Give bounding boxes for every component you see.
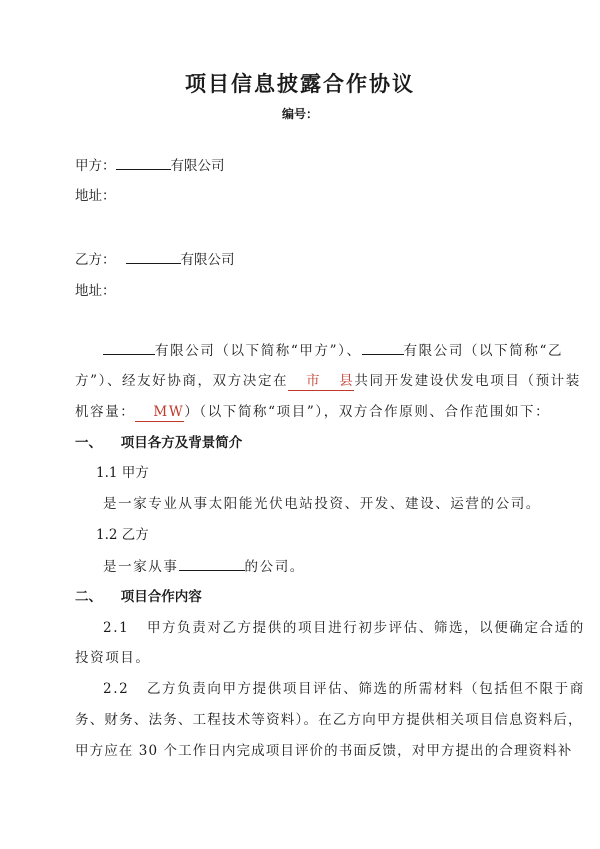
intro-line-1-part-a: 有限公司（以下简称“甲方”）、: [155, 343, 362, 359]
intro-line-2-part-a: 方”）、经友好协商，双方决定在: [75, 373, 289, 389]
section-2-heading: 二、 项目合作内容: [75, 589, 202, 605]
intro-capacity-mw: MW: [135, 403, 184, 422]
party-a-line: [75, 156, 225, 175]
section-1-1-text: 是一家专业从事太阳能光伏电站投资、开发、建设、运营的公司。: [103, 496, 541, 512]
section-2-1-line-2: 投资项目。: [75, 650, 151, 666]
intro-county: 县: [335, 372, 354, 391]
party-b-line: [75, 250, 235, 269]
intro-line-3-part-b: ）（以下简称“项目”），双方合作原则、合作范围如下：: [184, 404, 551, 420]
intro-party-a-blank: [103, 341, 155, 355]
section-1-2-title: 1.2 乙方: [96, 527, 149, 543]
section-1-2-text-b: 的公司。: [244, 559, 305, 575]
intro-line-1-part-b: 有限公司（以下简称“乙: [403, 343, 564, 359]
section-1-2-business-blank: [179, 557, 245, 571]
section-1-heading: 一、 项目各方及背景简介: [75, 435, 243, 451]
section-2-2-line-2: 务、财务、法务、工程技术等资料）。在乙方向甲方提供相关项目信息资料后，: [75, 712, 583, 728]
section-2-1-line-1: 2.1 甲方负责对乙方提供的项目进行初步评估、筛选，以便确定合适的: [103, 620, 585, 636]
section-1-2-text-a: 是一家从事: [103, 559, 179, 575]
intro-party-b-blank: [362, 341, 404, 355]
party-a-name-suffix: 有限公司: [170, 158, 225, 174]
document-title: 项目信息披露合作协议: [185, 71, 415, 96]
section-1-2-text: [103, 557, 305, 576]
document-number-label: 编号：: [281, 107, 318, 121]
party-b-label: 乙方：: [75, 252, 116, 268]
party-a-address-label: 地址：: [75, 188, 116, 204]
party-b-address-label: 地址：: [75, 283, 116, 299]
intro-line-2-part-b: 共同开发建设伏发电项目（预计装: [354, 373, 581, 389]
intro-line-2: [75, 372, 581, 391]
party-a-label: 甲方：: [75, 158, 116, 174]
party-b-name-suffix: 有限公司: [180, 252, 235, 268]
section-2-2-line-3: 甲方应在 30 个工作日内完成项目评价的书面反馈，对甲方提出的合理资料补: [75, 743, 573, 759]
intro-line-3: [75, 403, 550, 422]
party-a-name-blank: [116, 156, 171, 170]
intro-line-1: [103, 341, 563, 360]
section-1-1-title: 1.1 甲方: [96, 465, 149, 481]
intro-city: 市: [288, 372, 335, 391]
intro-line-3-part-a: 机容量：: [75, 404, 136, 420]
section-2-2-line-1: 2.2 乙方负责向甲方提供项目评估、筛选的所需材料（包括但不限于商: [103, 681, 585, 697]
party-b-name-blank: [126, 250, 181, 264]
